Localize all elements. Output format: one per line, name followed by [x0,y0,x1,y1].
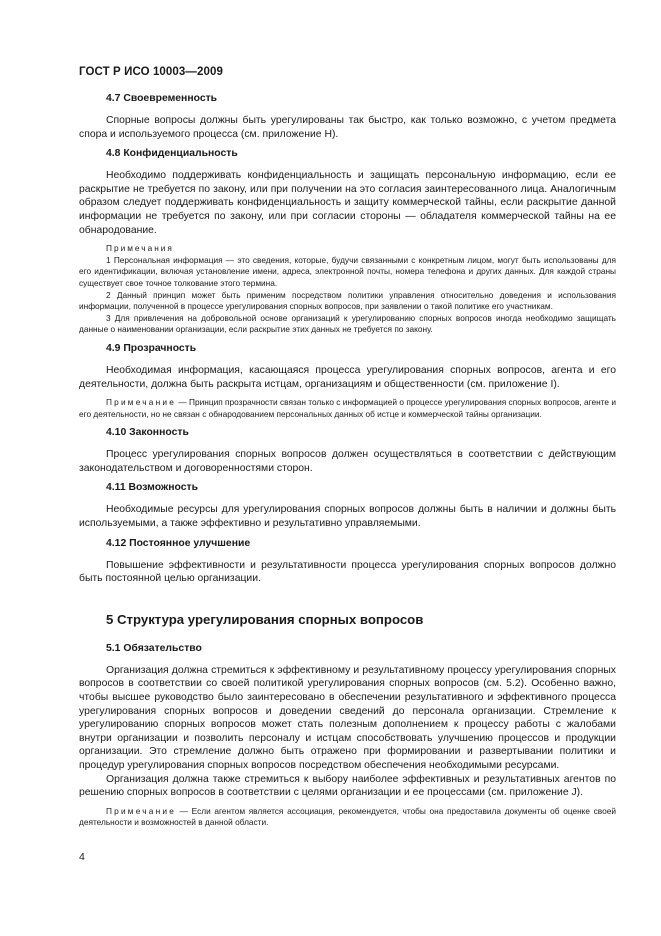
heading-4-8: 4.8 Конфиденциальность [106,148,238,160]
heading-4-12: 4.12 Постоянное улучшение [106,537,251,549]
paragraph-4-12: Повышение эффективности и результативности процесса урегулирования спорных вопросов должно быть постоянной целью организации. [79,559,616,585]
paragraph-4-7: Спорные вопросы должны быть урегулированы так быстро, как только возможно, с учетом предмета спора и используемого процесса (см. приложение Н). [79,115,616,140]
paragraph-4-10: Процесс урегулирования спорных вопросов должен осуществляться в соответствии с действующим законодательством и договоренностями сторон. [79,449,616,474]
document-header: ГОСТ Р ИСО 10003—2009 [79,66,224,78]
heading-4-9: 4.9 Прозрачность [106,342,197,354]
paragraph-4-9: Необходимая информация, касающаяся процесса урегулирования спорных вопросов, агента и его деятельности, должна быть раскрыта истцам, организациям и общественности (см. приложение I). [79,364,616,390]
paragraph-4-8: Необходимо поддерживать конфиденциальность и защищать персональную информацию, если ее раскрытие не требуется по закону, или при получении на это согласия заинтересованного лица. Аналогичным образом следует поддерживать конфиденциальность и защиту коммерческой тайны, если раскрытие данной информации не требуется по закону, или при согласии стороны — обладателя коммерческой тайны на ее обнародование. [79,170,616,236]
page-number: 4 [79,851,85,863]
heading-4-10: 4.10 Законность [106,427,189,439]
heading-5-1: 5.1 Обязательство [106,642,202,654]
heading-5: 5 Структура урегулирования спорных вопросов [106,611,424,627]
heading-4-11: 4.11 Возможность [106,482,199,494]
note-label-5-1: Примечание [106,805,177,816]
note-4-9 [79,397,616,420]
paragraph-5-1-a: Организация должна стремиться к эффективному и результативному процессу урегулирования спорных вопросов в соответствии со своей политикой урегулирования спорных вопросов (см. 5.2). Особенно важно, чтобы высшее руководство было заинтересовано в обеспечении результативного и эффективного процесса урегулирования спорных вопросов и доведении сведений до персонала организации. Стремление к урегулированию спорных вопросов может стать полезным дополнением к процессу работы с жалобами внутри организации и позволить персоналу и истцам способствовать улучшению процессов и продукции организации. Это стремление должно быть отражено при формировании и развертывании политики и процедур урегулирования спорных вопросов посредством обеспечения необходимыми ресурсами. [79,664,616,771]
note-text-5-1: — Если агентом является ассоциация, рекомендуется, чтобы она предоставила документы об оценке своей деятельности и возможностей в данной области. [79,805,616,828]
heading-4-7: 4.7 Своевременность [106,93,218,104]
note-5-1 [79,806,616,829]
note-4-8-2: 2 Данный принцип может быть применим посредством политики управления относительно доведения и использования информации, полученной в процессе урегулирования спорных вопросов, при заявлении о такой политике его участникам. [79,289,616,312]
paragraph-4-11: Необходимые ресурсы для урегулирования спорных вопросов должны быть в наличии и должны быть используемыми, а также эффективно и результативно управляемыми. [79,504,616,530]
note-4-8-1: 1 Персональная информация — это сведения, которые, будучи связанными с конкретным лицом, могут быть использованы для его идентификации, включая установление имени, адреса, электронной почты, номера телефона и других данных. Для каждой страны существует свое точное толкование этого термина. [79,254,616,288]
notes-title-4-8: Примечания [106,243,174,254]
paragraph-5-1-b: Организация должна также стремиться к выбору наиболее эффективных и результативных агентов по решению спорных вопросов в соответствии с целями организации и ее процессами (см. приложение J). [79,773,616,799]
note-text-4-9: — Принцип прозрачности связан только с информацией о процессе урегулирования спорных вопросов, агенте и его деятельности, но не связан с обнародованием персональных данных об истце и коммерческой тайны организации. [79,397,616,419]
note-label-4-9: Примечание [106,397,177,408]
note-4-8-3: 3 Для привлечения на добровольной основе организаций к урегулированию спорных вопросов иногда необходимо защищать данные о наименовании организации, если раскрытие этих данных не требуется по закону. [79,312,616,335]
document-body [79,92,616,829]
